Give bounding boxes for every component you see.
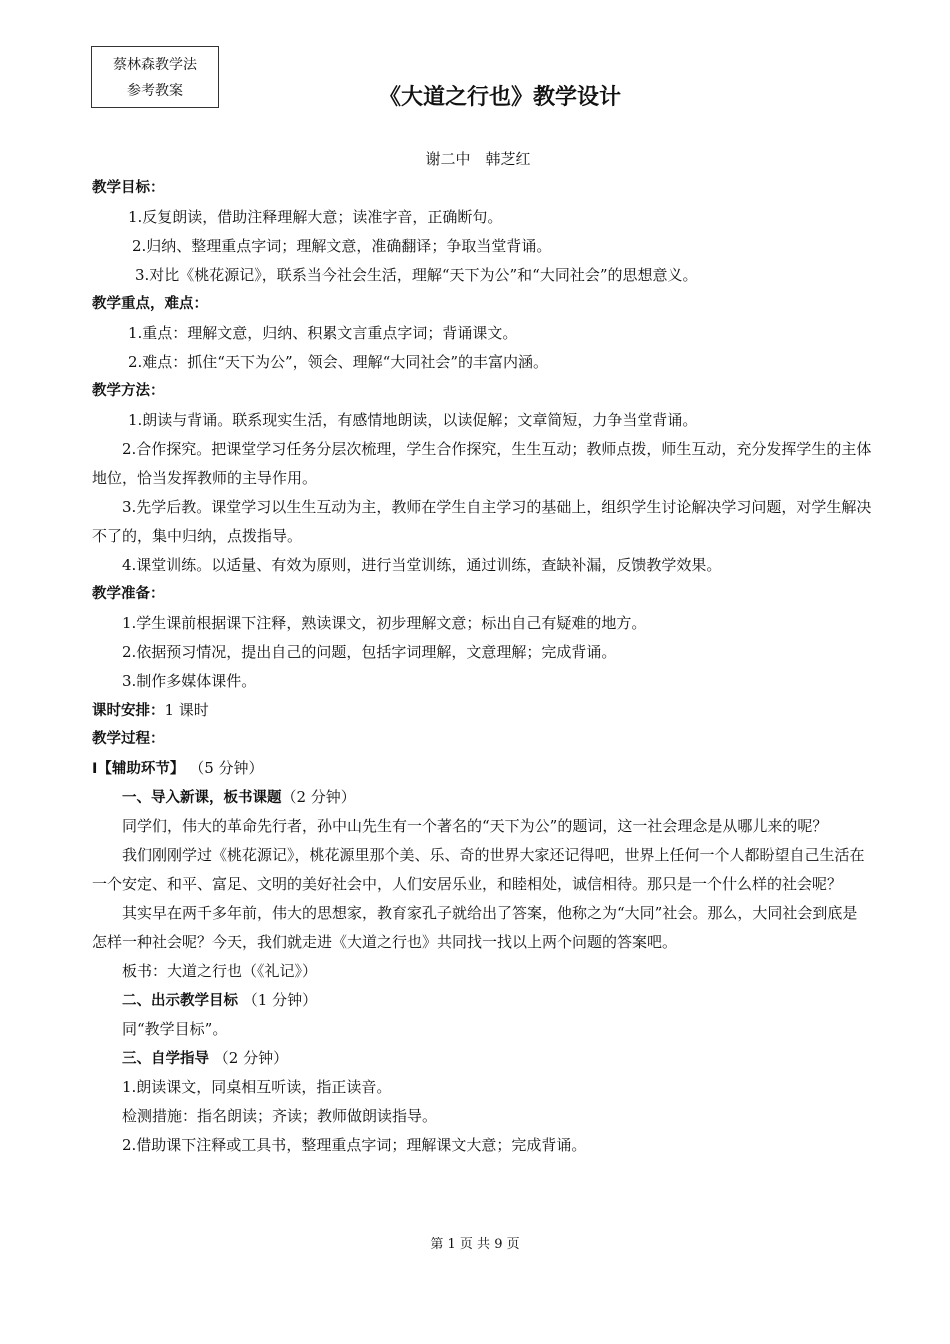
section-heading-schedule: 课时安排： bbox=[92, 703, 165, 719]
method-item-2: 2.合作探究。把课堂学习任务分层次梳理，学生合作探究，生生互动；教师点拨，师生互动，充分发挥学生的主体地位，恰当发挥教师的主导作用。 bbox=[92, 440, 872, 487]
section-heading-process: 教学过程： bbox=[92, 731, 165, 747]
method-item-4: 4.课堂训练。以适量、有效为原则，进行当堂训练，通过训练，查缺补漏，反馈教学效果。 bbox=[122, 556, 722, 574]
step-3-line bbox=[92, 1044, 872, 1073]
section-heading-goals: 教学目标： bbox=[92, 180, 165, 196]
intro-paragraph-3: 其实早在两千多年前，伟大的思想家，教育家孔子就给出了答案，他称之为“大同”社会。那么，大同社会到底是怎样一种社会呢？今天，我们就走进《大道之行也》共同找一找以上两个问题的答案吧。 bbox=[92, 904, 858, 951]
phase-time: （5 分钟） bbox=[189, 759, 264, 777]
step-3-item-3: 2.借助课下注释或工具书，整理重点字词；理解课文大意；完成背诵。 bbox=[122, 1136, 587, 1154]
schedule-value: 1 课时 bbox=[164, 701, 209, 719]
goal-item-3: 3.对比《桃花源记》，联系当今社会生活，理解“天下为公”和“大同社会”的思想意义。 bbox=[135, 266, 698, 284]
schedule-line bbox=[92, 696, 872, 725]
step-2-time: （1 分钟） bbox=[242, 991, 318, 1009]
goal-item-1: 1.反复朗读，借助注释理解大意；读准字音，正确断句。 bbox=[128, 208, 503, 226]
key-point-item-1: 1.重点：理解文意，归纳、积累文言重点字词；背诵课文。 bbox=[128, 324, 518, 342]
step-1-line bbox=[92, 783, 872, 812]
step-3-item-1: 1.朗读课文，同桌相互听读，指正读音。 bbox=[122, 1078, 392, 1096]
board-writing: 板书：大道之行也（《礼记》） bbox=[122, 962, 318, 980]
stamp-line-1: 蔡林森教学法 bbox=[113, 57, 197, 73]
intro-paragraph-2: 我们刚刚学过《桃花源记》，桃花源里那个美、乐、奇的世界大家还记得吧，世界上任何一个人都盼望自己生活在一个安定、和平、富足、文明的美好社会中，人们安居乐业，和睦相处，诚信相待。那只是一个什么样的社会呢？ bbox=[92, 846, 865, 893]
prep-item-2: 2.依据预习情况，提出自己的问题，包括字词理解，文意理解；完成背诵。 bbox=[122, 643, 617, 661]
page-title: 《大道之行也》教学设计 bbox=[378, 85, 621, 110]
step-2-text: 同“教学目标”。 bbox=[122, 1020, 228, 1038]
prep-item-1: 1.学生课前根据课下注释，熟读课文，初步理解文意；标出自己有疑难的地方。 bbox=[122, 614, 647, 632]
section-heading-key-points: 教学重点，难点： bbox=[92, 296, 208, 312]
key-point-item-2: 2.难点：抓住“天下为公”，领会、理解“大同社会”的丰富内涵。 bbox=[128, 353, 548, 371]
phase-label: Ⅰ【辅助环节】 bbox=[92, 761, 185, 777]
step-3-time: （2 分钟） bbox=[213, 1049, 289, 1067]
step-1-time: （2 分钟） bbox=[281, 788, 356, 806]
phase-line bbox=[92, 754, 872, 783]
page-footer: 第 1 页 共 9 页 bbox=[430, 1237, 520, 1252]
method-item-3: 3.先学后教。课堂学习以生生互动为主，教师在学生自主学习的基础上，组织学生讨论解决学习问题，对学生解决不了的，集中归纳，点拨指导。 bbox=[92, 498, 872, 545]
step-1-heading: 一、导入新课，板书课题 bbox=[122, 790, 282, 806]
author-line: 谢二中 韩芝红 bbox=[425, 150, 531, 168]
step-3-heading: 三、自学指导 bbox=[122, 1051, 209, 1067]
method-item-1: 1.朗读与背诵。联系现实生活，有感情地朗读，以读促解；文章简短，力争当堂背诵。 bbox=[128, 411, 698, 429]
prep-item-3: 3.制作多媒体课件。 bbox=[122, 672, 257, 690]
stamp-line-2: 参考教案 bbox=[127, 83, 183, 99]
step-2-line bbox=[92, 986, 872, 1015]
step-2-heading: 二、出示教学目标 bbox=[122, 993, 238, 1009]
goal-item-2: 2.归纳、整理重点字词；理解文意，准确翻译；争取当堂背诵。 bbox=[132, 237, 552, 255]
section-heading-preparation: 教学准备： bbox=[92, 586, 165, 602]
section-heading-methods: 教学方法： bbox=[92, 383, 165, 399]
step-3-item-2: 检测措施：指名朗读；齐读；教师做朗读指导。 bbox=[122, 1107, 438, 1125]
intro-paragraph-1: 同学们，伟大的革命先行者，孙中山先生有一个著名的“天下为公”的题词，这一社会理念是从哪儿来的呢？ bbox=[122, 817, 828, 835]
document-body bbox=[92, 174, 872, 1160]
